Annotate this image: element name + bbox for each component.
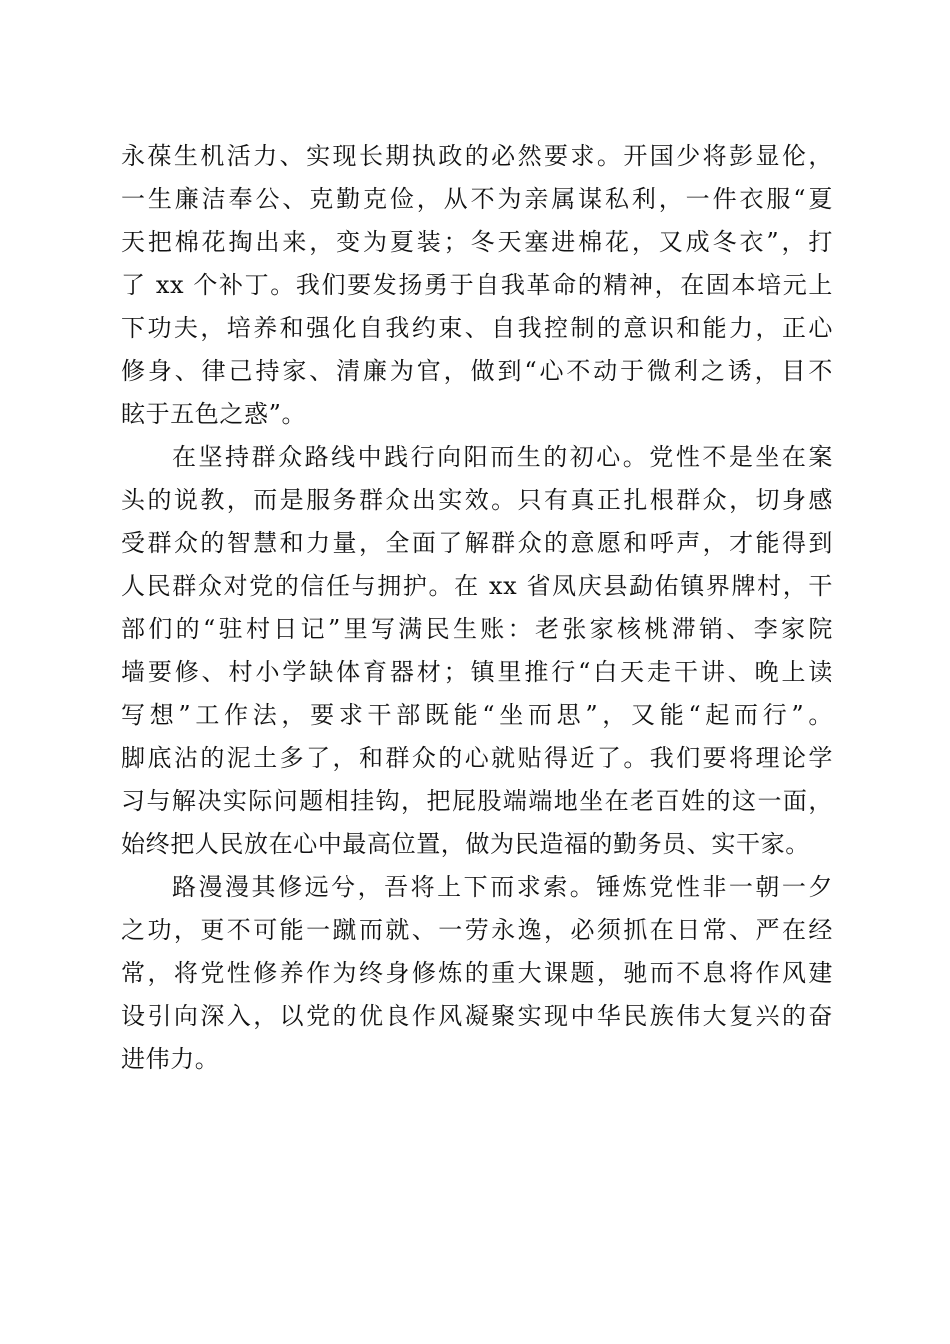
text-line: 进伟力。 xyxy=(121,1045,220,1073)
text-line: 部们的“驻村日记”里写满民生账：老张家核桃滞销、李家院 xyxy=(121,615,833,643)
paragraph-3 xyxy=(121,866,833,1081)
text-line: 人民群众对党的信任与拥护。在 xx 省凤庆县勐佑镇界牌村，干 xyxy=(121,572,833,600)
text-line: 设引向深入，以党的优良作风凝聚实现中华民族伟大复兴的奋 xyxy=(121,1002,833,1030)
text-line: 修身、律己持家、清廉为官，做到“心不动于微利之诱，目不 xyxy=(121,357,833,385)
text-line: 之功，更不可能一蹴而就、一劳永逸，必须抓在日常、严在经 xyxy=(121,916,833,944)
text-line: 墙要修、村小学缺体育器材；镇里推行“白天走干讲、晚上读 xyxy=(121,658,833,686)
text-line: 永葆生机活力、实现长期执政的必然要求。开国少将彭显伦， xyxy=(121,142,833,170)
text-line: 天把棉花掏出来，变为夏装；冬天塞进棉花，又成冬衣”，打 xyxy=(121,228,833,256)
text-line: 常，将党性修养作为终身修炼的重大课题，驰而不息将作风建 xyxy=(121,959,833,987)
text-line: 路漫漫其修远兮，吾将上下而求索。锤炼党性非一朝一夕 xyxy=(172,873,833,901)
text-line: 了 xx 个补丁。我们要发扬勇于自我革命的精神，在固本培元上 xyxy=(121,271,833,299)
text-line: 下功夫，培养和强化自我约束、自我控制的意识和能力，正心 xyxy=(121,314,833,342)
text-line: 始终把人民放在心中最高位置，做为民造福的勤务员、实干家。 xyxy=(121,830,810,858)
text-line: 眩于五色之惑”。 xyxy=(121,400,307,428)
paragraph-2 xyxy=(121,436,833,866)
text-line: 写想”工作法，要求干部既能“坐而思”，又能“起而行”。 xyxy=(121,701,833,729)
text-line: 一生廉洁奉公、克勤克俭，从不为亲属谋私利，一件衣服“夏 xyxy=(121,185,833,213)
text-line: 脚底沾的泥土多了，和群众的心就贴得近了。我们要将理论学 xyxy=(121,744,833,772)
text-line: 在坚持群众路线中践行向阳而生的初心。党性不是坐在案 xyxy=(172,443,833,471)
paragraph-1 xyxy=(121,135,833,436)
text-line: 头的说教，而是服务群众出实效。只有真正扎根群众，切身感 xyxy=(121,486,833,514)
document-body xyxy=(121,135,833,1081)
text-line: 习与解决实际问题相挂钩，把屁股端端地坐在老百姓的这一面， xyxy=(121,787,833,815)
text-line: 受群众的智慧和力量，全面了解群众的意愿和呼声，才能得到 xyxy=(121,529,833,557)
